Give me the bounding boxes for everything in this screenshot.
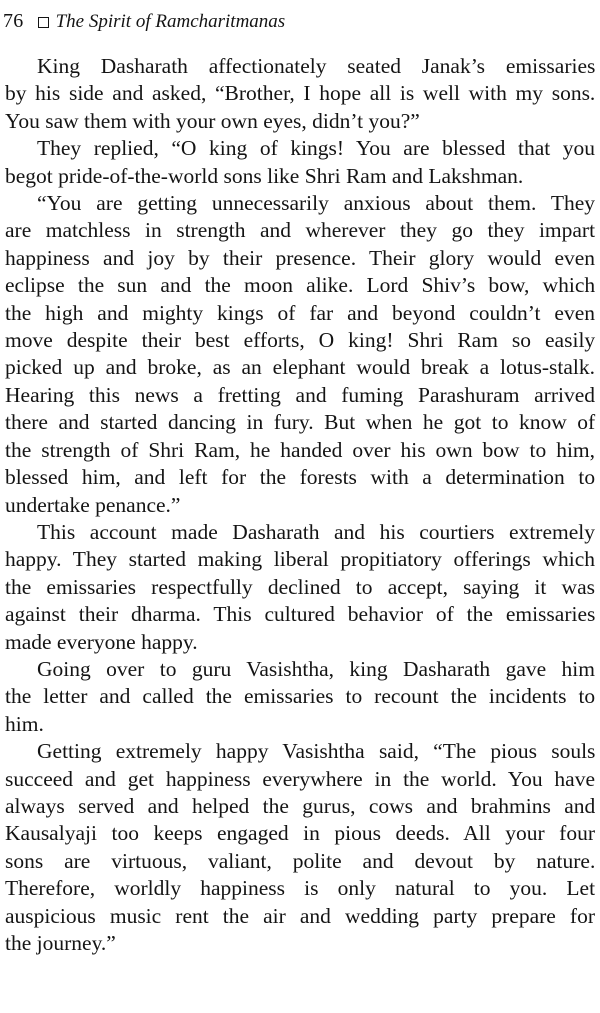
text-line: Getting extremely happy Vasishtha said, “The pious souls [37,739,596,764]
text-line: made everyone happy. [5,629,198,654]
running-title: The Spirit of Ramcharitmanas [55,10,286,32]
text-line: by his side and asked, “Brother, I hope all is well with my sons. [5,81,596,106]
square-bullet-icon [38,17,49,28]
text-line: always served and helped the gurus, cows and brahmins and [5,793,596,818]
paragraph [5,190,595,519]
text-line: Going over to guru Vasishtha, king Dasharath gave him [37,656,595,681]
text-line: Therefore, worldly happiness is only natural to you. Let [5,876,596,901]
text-line: against their dharma. This cultured behavior of the emissaries [5,602,596,627]
text-line: the strength of Shri Ram, he handed over his own bow to him, [5,437,596,462]
page-number: 76 [3,10,24,32]
text-line: the emissaries respectfully declined to accept, saying it was [5,574,595,599]
text-line: the high and mighty kings of far and beyond couldn’t even [5,300,595,325]
running-header [3,6,285,36]
text-line: Hearing this news a fretting and fuming Parashuram arrived [5,382,595,407]
paragraph [5,519,595,656]
paragraph [5,135,595,190]
text-line: the journey.” [5,931,116,955]
text-line: undertake penance.” [5,492,181,517]
text-line: You saw them with your own eyes, didn’t you?” [5,108,420,133]
text-line: succeed and get happiness everywhere in the world. You have [5,766,595,791]
text-line: “You are getting unnecessarily anxious about them. They [37,191,595,216]
body-text [5,53,595,957]
text-line: picked up and broke, as an elephant would break a lotus-stalk. [5,355,595,380]
text-line: the letter and called the emissaries to recount the incidents to [5,684,596,709]
text-line: They replied, “O king of kings! You are blessed that you [37,136,596,161]
text-line: him. [5,711,44,736]
text-line: King Dasharath affectionately seated Janak’s emissaries [37,54,596,78]
text-line: move despite their best efforts, O king! Shri Ram so easily [5,328,596,353]
text-line: Kausalyaji too keeps engaged in pious deeds. All your four [5,821,595,846]
text-line: eclipse the sun and the moon alike. Lord Shiv’s bow, which [5,273,596,298]
paragraph [5,738,595,957]
text-line: are matchless in strength and wherever they go they impart [5,218,596,243]
text-line: there and started dancing in fury. But when he got to know of [5,410,596,435]
paragraph [5,656,595,738]
paragraph [5,53,595,135]
text-line: happy. They started making liberal propitiatory offerings which [5,547,595,572]
text-line: happiness and joy by their presence. Their glory would even [5,245,596,270]
text-line: This account made Dasharath and his courtiers extremely [37,519,595,544]
text-line: blessed him, and left for the forests with a determination to [5,465,596,490]
text-line: sons are virtuous, valiant, polite and devout by nature. [5,848,596,873]
text-line: auspicious music rent the air and wedding party prepare for [5,903,595,928]
text-line: begot pride-of-the-world sons like Shri Ram and Lakshman. [5,163,524,188]
